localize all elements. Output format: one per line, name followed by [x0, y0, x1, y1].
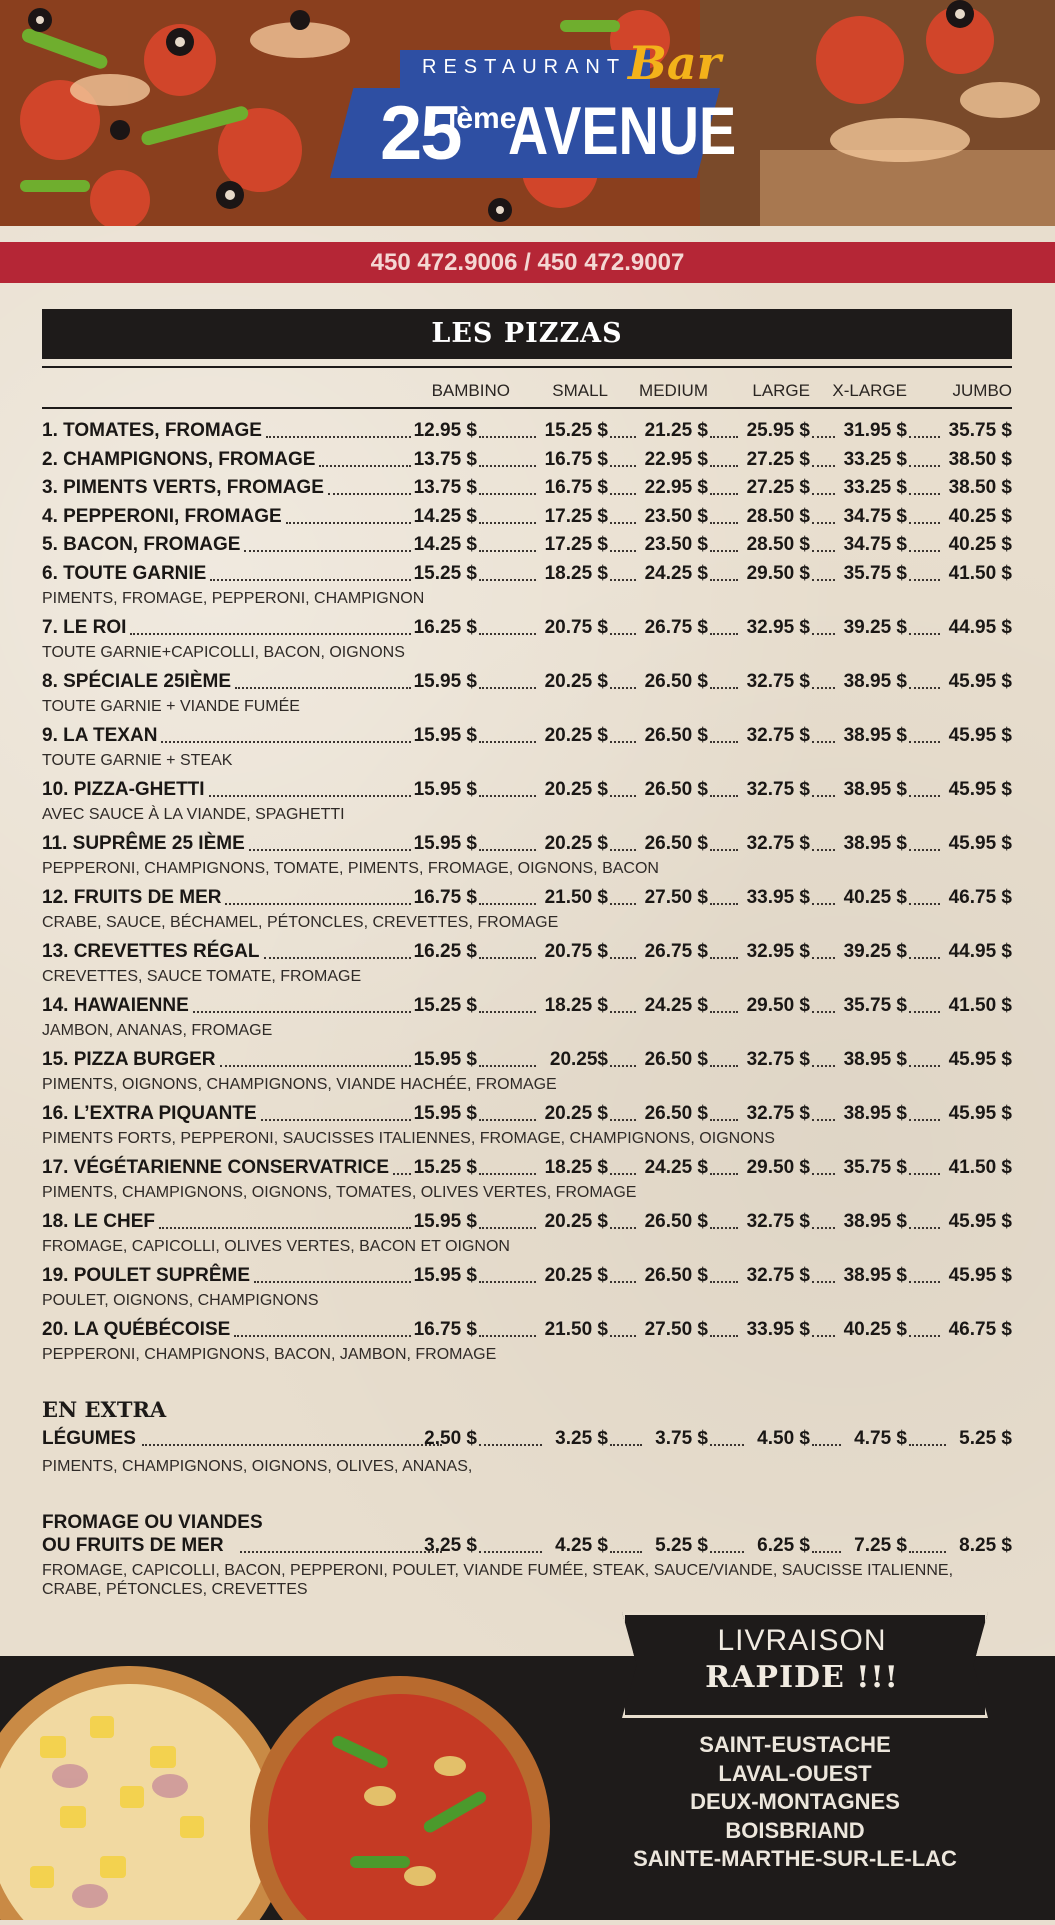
price-jumbo: 38.50 $ — [948, 448, 1012, 470]
price-small: 16.75 $ — [544, 477, 608, 499]
header-banner — [0, 0, 1055, 226]
price-bambino: 15.95 $ — [413, 1265, 477, 1286]
menu-item-name: 16. L’EXTRA PIQUANTE — [42, 1103, 257, 1124]
price-medium: 26.50 $ — [644, 1103, 708, 1124]
menu-item-description: TOUTE GARNIE + VIANDE FUMÉE — [42, 698, 300, 715]
price-x-large: 38.95 $ — [843, 833, 907, 854]
price-large: 28.50 $ — [746, 534, 810, 556]
price-x-large: 40.25 $ — [843, 887, 907, 908]
extra-legumes-name: LÉGUMES — [42, 1428, 136, 1449]
price-small: 20.75 $ — [544, 617, 608, 638]
price-jumbo: 46.75 $ — [948, 1319, 1012, 1340]
price-jumbo: 8.25 $ — [959, 1535, 1012, 1556]
menu-item-name: 4. PEPPERONI, FROMAGE — [42, 505, 282, 527]
menu-item-name: 3. PIMENTS VERTS, FROMAGE — [42, 477, 324, 499]
price-large: 32.75 $ — [746, 1049, 810, 1070]
menu-item-name: 1. TOMATES, FROMAGE — [42, 420, 262, 441]
price-small: 20.25 $ — [544, 833, 608, 854]
price-medium: 21.25 $ — [644, 420, 708, 441]
menu-item-name: 18. LE CHEF — [42, 1211, 155, 1232]
menu-item-name: 14. HAWAIENNE — [42, 995, 189, 1016]
price-x-large: 33.25 $ — [843, 448, 907, 470]
menu-item-description: FROMAGE, CAPICOLLI, OLIVES VERTES, BACON ET OIGNON — [42, 1238, 510, 1255]
price-jumbo: 35.75 $ — [948, 420, 1012, 441]
price-jumbo: 38.50 $ — [948, 477, 1012, 499]
menu-item-prices — [0, 534, 1055, 556]
menu-item-name: 9. LA TEXAN — [42, 725, 158, 746]
menu-item-description: PIMENTS, CHAMPIGNONS, OIGNONS, TOMATES, OLIVES VERTES, FROMAGE — [42, 1184, 637, 1201]
price-medium: 27.50 $ — [644, 1319, 708, 1340]
price-small: 4.25 $ — [555, 1535, 608, 1556]
menu-item-name: 15. PIZZA BURGER — [42, 1049, 216, 1070]
price-medium: 23.50 $ — [644, 505, 708, 527]
price-bambino: 15.25 $ — [413, 1157, 477, 1178]
price-large: 32.75 $ — [746, 725, 810, 746]
price-medium: 22.95 $ — [644, 448, 708, 470]
price-bambino: 14.25 $ — [413, 534, 477, 556]
extra-viandes-name-line2: OU FRUITS DE MER — [42, 1535, 224, 1556]
price-x-large: 38.95 $ — [843, 779, 907, 800]
menu-item-prices — [0, 941, 1055, 963]
menu-item-prices — [0, 449, 1055, 471]
price-large: 32.75 $ — [746, 1211, 810, 1232]
price-bambino: 15.95 $ — [413, 1103, 477, 1124]
column-header: SMALL — [552, 381, 608, 400]
price-bambino: 15.25 $ — [413, 563, 477, 584]
delivery-city: SAINTE-MARTHE-SUR-LE-LAC — [633, 1846, 957, 1871]
price-large: 33.95 $ — [746, 1319, 810, 1340]
price-large: 32.95 $ — [746, 617, 810, 638]
menu-item-name: 11. SUPRÊME 25 IÈME — [42, 833, 245, 854]
price-large: 29.50 $ — [746, 995, 810, 1016]
price-small: 18.25 $ — [544, 1157, 608, 1178]
price-medium: 24.25 $ — [644, 1157, 708, 1178]
price-large: 4.50 $ — [757, 1428, 810, 1449]
price-large: 25.95 $ — [746, 420, 810, 441]
menu-item-prices — [0, 725, 1055, 747]
column-header: X-LARGE — [832, 381, 907, 400]
price-jumbo: 44.95 $ — [948, 941, 1012, 962]
price-bambino: 13.75 $ — [413, 477, 477, 499]
price-small: 20.25 $ — [544, 1103, 608, 1124]
price-x-large: 40.25 $ — [843, 1319, 907, 1340]
menu-item-prices — [0, 887, 1055, 909]
price-x-large: 34.75 $ — [843, 505, 907, 527]
price-jumbo: 45.95 $ — [948, 725, 1012, 746]
price-medium: 3.75 $ — [655, 1428, 708, 1449]
price-x-large: 35.75 $ — [843, 563, 907, 584]
extra-viandes-description: CRABE, PÉTONCLES, CREVETTES — [42, 1581, 308, 1598]
menu-item-description: AVEC SAUCE À LA VIANDE, SPAGHETTI — [42, 806, 345, 823]
price-jumbo: 41.50 $ — [948, 995, 1012, 1016]
price-small: 15.25 $ — [544, 420, 608, 441]
menu-item-description: TOUTE GARNIE + STEAK — [42, 752, 233, 769]
price-large: 33.95 $ — [746, 887, 810, 908]
price-medium: 27.50 $ — [644, 887, 708, 908]
price-medium: 26.50 $ — [644, 725, 708, 746]
menu-item-description: CRABE, SAUCE, BÉCHAMEL, PÉTONCLES, CREVETTES, FROMAGE — [42, 914, 559, 931]
price-small: 20.25 $ — [544, 671, 608, 692]
price-bambino: 13.75 $ — [413, 448, 477, 470]
menu-item-name: 10. PIZZA-GHETTI — [42, 779, 205, 800]
price-large: 32.75 $ — [746, 1265, 810, 1286]
price-small: 18.25 $ — [544, 995, 608, 1016]
price-medium: 26.50 $ — [644, 1211, 708, 1232]
price-medium: 26.50 $ — [644, 779, 708, 800]
price-x-large: 38.95 $ — [843, 725, 907, 746]
extra-legumes-description: PIMENTS, CHAMPIGNONS, OIGNONS, OLIVES, ANANAS, — [42, 1458, 473, 1475]
price-medium: 26.50 $ — [644, 833, 708, 854]
divider-top — [42, 366, 1012, 368]
delivery-city: SAINT-EUSTACHE — [699, 1732, 891, 1757]
price-medium: 26.50 $ — [644, 671, 708, 692]
price-x-large: 4.75 $ — [854, 1428, 907, 1449]
pizza-illustration — [0, 1656, 560, 1920]
menu-item-prices — [0, 420, 1055, 442]
menu-item-prices — [0, 1319, 1055, 1341]
price-small: 20.25 $ — [544, 1211, 608, 1232]
price-jumbo: 45.95 $ — [948, 1211, 1012, 1232]
price-bambino: 16.25 $ — [413, 617, 477, 638]
menu-item-description: POULET, OIGNONS, CHAMPIGNONS — [42, 1292, 319, 1309]
menu-item-name: 17. VÉGÉTARIENNE CONSERVATRICE — [42, 1157, 389, 1178]
price-bambino: 15.95 $ — [413, 725, 477, 746]
extra-viandes-name-line1: FROMAGE OU VIANDES — [42, 1512, 263, 1533]
price-bambino: 15.25 $ — [413, 995, 477, 1016]
price-small: 20.25 $ — [544, 725, 608, 746]
price-large: 32.75 $ — [746, 833, 810, 854]
price-x-large: 39.25 $ — [843, 617, 907, 638]
menu-item-name: 19. POULET SUPRÊME — [42, 1265, 250, 1286]
price-bambino: 16.75 $ — [413, 887, 477, 908]
column-header: BAMBINO — [431, 381, 510, 400]
price-jumbo: 5.25 $ — [959, 1428, 1012, 1449]
price-small: 20.75 $ — [544, 941, 608, 962]
section-title-pizzas: LES PIZZAS — [42, 309, 1012, 359]
price-large: 32.75 $ — [746, 779, 810, 800]
price-jumbo: 45.95 $ — [948, 671, 1012, 692]
menu-item-prices — [0, 506, 1055, 528]
price-x-large: 38.95 $ — [843, 671, 907, 692]
menu-item-name: 20. LA QUÉBÉCOISE — [42, 1319, 231, 1340]
menu-item-prices — [0, 1265, 1055, 1287]
menu-item-prices — [0, 995, 1055, 1017]
menu-item-prices — [0, 477, 1055, 499]
price-x-large: 31.95 $ — [843, 420, 907, 441]
price-large: 29.50 $ — [746, 563, 810, 584]
price-medium: 26.50 $ — [644, 1049, 708, 1070]
price-x-large: 39.25 $ — [843, 941, 907, 962]
price-jumbo: 45.95 $ — [948, 1265, 1012, 1286]
column-header: MEDIUM — [639, 381, 708, 400]
menu-item-prices — [0, 671, 1055, 693]
price-jumbo: 45.95 $ — [948, 833, 1012, 854]
price-small: 20.25$ — [549, 1049, 608, 1070]
menu-item-description: PIMENTS, FROMAGE, PEPPERONI, CHAMPIGNON — [42, 590, 425, 607]
menu-item-name: 5. BACON, FROMAGE — [42, 534, 241, 556]
price-jumbo: 41.50 $ — [948, 563, 1012, 584]
price-bambino: 16.75 $ — [413, 1319, 477, 1340]
menu-item-description: PIMENTS FORTS, PEPPERONI, SAUCISSES ITALIENNES, FROMAGE, CHAMPIGNONS, OIGNONS — [42, 1130, 775, 1147]
price-jumbo: 40.25 $ — [948, 534, 1012, 556]
price-medium: 22.95 $ — [644, 477, 708, 499]
price-bambino: 14.25 $ — [413, 505, 477, 527]
price-x-large: 7.25 $ — [854, 1535, 907, 1556]
price-x-large: 33.25 $ — [843, 477, 907, 499]
price-bambino: 15.95 $ — [413, 779, 477, 800]
menu-item-description: CREVETTES, SAUCE TOMATE, FROMAGE — [42, 968, 362, 985]
extras-title: EN EXTRA — [42, 1397, 167, 1422]
price-bambino: 15.95 $ — [413, 671, 477, 692]
price-small: 3.25 $ — [555, 1428, 608, 1449]
price-jumbo: 45.95 $ — [948, 779, 1012, 800]
price-medium: 24.25 $ — [644, 995, 708, 1016]
menu-item-description: PEPPERONI, CHAMPIGNONS, TOMATE, PIMENTS, FROMAGE, OIGNONS, BACON — [42, 860, 659, 877]
price-small: 17.25 $ — [544, 534, 608, 556]
menu-item-prices — [0, 1157, 1055, 1179]
price-jumbo: 44.95 $ — [948, 617, 1012, 638]
price-bambino: 2.50 $ — [424, 1428, 477, 1449]
price-medium: 23.50 $ — [644, 534, 708, 556]
price-jumbo: 46.75 $ — [948, 887, 1012, 908]
price-jumbo: 45.95 $ — [948, 1103, 1012, 1124]
delivery-line1: LIVRAISON — [717, 1624, 887, 1657]
price-large: 28.50 $ — [746, 505, 810, 527]
price-x-large: 38.95 $ — [843, 1265, 907, 1286]
logo-number: 25 — [380, 91, 461, 176]
phone-bar[interactable]: 450 472.9006 / 450 472.9007 — [0, 242, 1055, 283]
price-medium: 24.25 $ — [644, 563, 708, 584]
menu-item-prices — [0, 779, 1055, 801]
price-bambino: 16.25 $ — [413, 941, 477, 962]
price-x-large: 38.95 $ — [843, 1103, 907, 1124]
price-bambino: 15.95 $ — [413, 1211, 477, 1232]
price-jumbo: 41.50 $ — [948, 1157, 1012, 1178]
price-large: 27.25 $ — [746, 477, 810, 499]
menu-item-prices — [0, 1103, 1055, 1125]
price-small: 18.25 $ — [544, 563, 608, 584]
menu-item-prices — [0, 1211, 1055, 1233]
delivery-city: LAVAL-OUEST — [718, 1760, 872, 1786]
price-jumbo: 40.25 $ — [948, 505, 1012, 527]
logo-number-sup: ième — [448, 102, 517, 135]
delivery-city: BOISBRIAND — [725, 1817, 865, 1843]
price-bambino: 3.25 $ — [424, 1535, 477, 1556]
menu-item-prices — [0, 1049, 1055, 1071]
delivery-line2: RAPIDE !!! — [705, 1660, 899, 1695]
price-small: 21.50 $ — [544, 1319, 608, 1340]
price-bambino: 15.95 $ — [413, 1049, 477, 1070]
menu-item-prices — [0, 833, 1055, 855]
price-x-large: 38.95 $ — [843, 1049, 907, 1070]
menu-item-name: 8. SPÉCIALE 25IÈME — [42, 671, 232, 692]
extra-prices — [0, 1428, 1055, 1450]
delivery-city: DEUX-MONTAGNES — [690, 1789, 900, 1814]
extra-prices — [0, 1535, 1055, 1557]
menu-item-prices — [0, 563, 1055, 585]
price-x-large: 38.95 $ — [843, 1211, 907, 1232]
price-small: 20.25 $ — [544, 1265, 608, 1286]
price-x-large: 35.75 $ — [843, 1157, 907, 1178]
price-large: 6.25 $ — [757, 1535, 810, 1556]
price-small: 20.25 $ — [544, 779, 608, 800]
menu-item-description: JAMBON, ANANAS, FROMAGE — [42, 1022, 273, 1039]
menu-item-name: 6. TOUTE GARNIE — [42, 563, 207, 584]
price-bambino: 15.95 $ — [413, 833, 477, 854]
menu-item-description: PEPPERONI, CHAMPIGNONS, BACON, JAMBON, FROMAGE — [42, 1346, 497, 1363]
price-large: 32.75 $ — [746, 671, 810, 692]
price-medium: 26.75 $ — [644, 617, 708, 638]
price-medium: 26.50 $ — [644, 1265, 708, 1286]
column-header: LARGE — [752, 381, 810, 400]
price-large: 27.25 $ — [746, 448, 810, 470]
price-small: 16.75 $ — [544, 448, 608, 470]
price-small: 21.50 $ — [544, 887, 608, 908]
column-header: JUMBO — [952, 381, 1012, 400]
price-large: 29.50 $ — [746, 1157, 810, 1178]
price-bambino: 12.95 $ — [413, 420, 477, 441]
price-x-large: 35.75 $ — [843, 995, 907, 1016]
restaurant-logo — [330, 36, 737, 178]
logo-restaurant-label: RESTAURANT — [422, 56, 627, 78]
divider-columns — [42, 407, 1012, 409]
menu-item-description: TOUTE GARNIE+CAPICOLLI, BACON, OIGNONS — [42, 644, 405, 661]
menu-item-name: 2. CHAMPIGNONS, FROMAGE — [42, 448, 316, 470]
price-x-large: 34.75 $ — [843, 534, 907, 556]
menu-item-name: 7. LE ROI — [42, 617, 127, 638]
price-medium: 26.75 $ — [644, 941, 708, 962]
price-large: 32.95 $ — [746, 941, 810, 962]
menu-item-description: PIMENTS, OIGNONS, CHAMPIGNONS, VIANDE HACHÉE, FROMAGE — [42, 1076, 557, 1093]
price-large: 32.75 $ — [746, 1103, 810, 1124]
price-jumbo: 45.95 $ — [948, 1049, 1012, 1070]
menu-item-name: 13. CREVETTES RÉGAL — [42, 941, 260, 962]
menu-item-prices — [0, 617, 1055, 639]
logo-bar-label: Bar — [628, 36, 721, 90]
extra-viandes-description: FROMAGE, CAPICOLLI, BACON, PEPPERONI, POULET, VIANDE FUMÉE, STEAK, SAUCE/VIANDE, SAUCISSE ITALIENNE, — [42, 1562, 954, 1579]
price-medium: 5.25 $ — [655, 1535, 708, 1556]
menu-item-name: 12. FRUITS DE MER — [42, 887, 222, 908]
logo-avenue: AVENUE — [508, 93, 737, 169]
price-small: 17.25 $ — [544, 505, 608, 527]
